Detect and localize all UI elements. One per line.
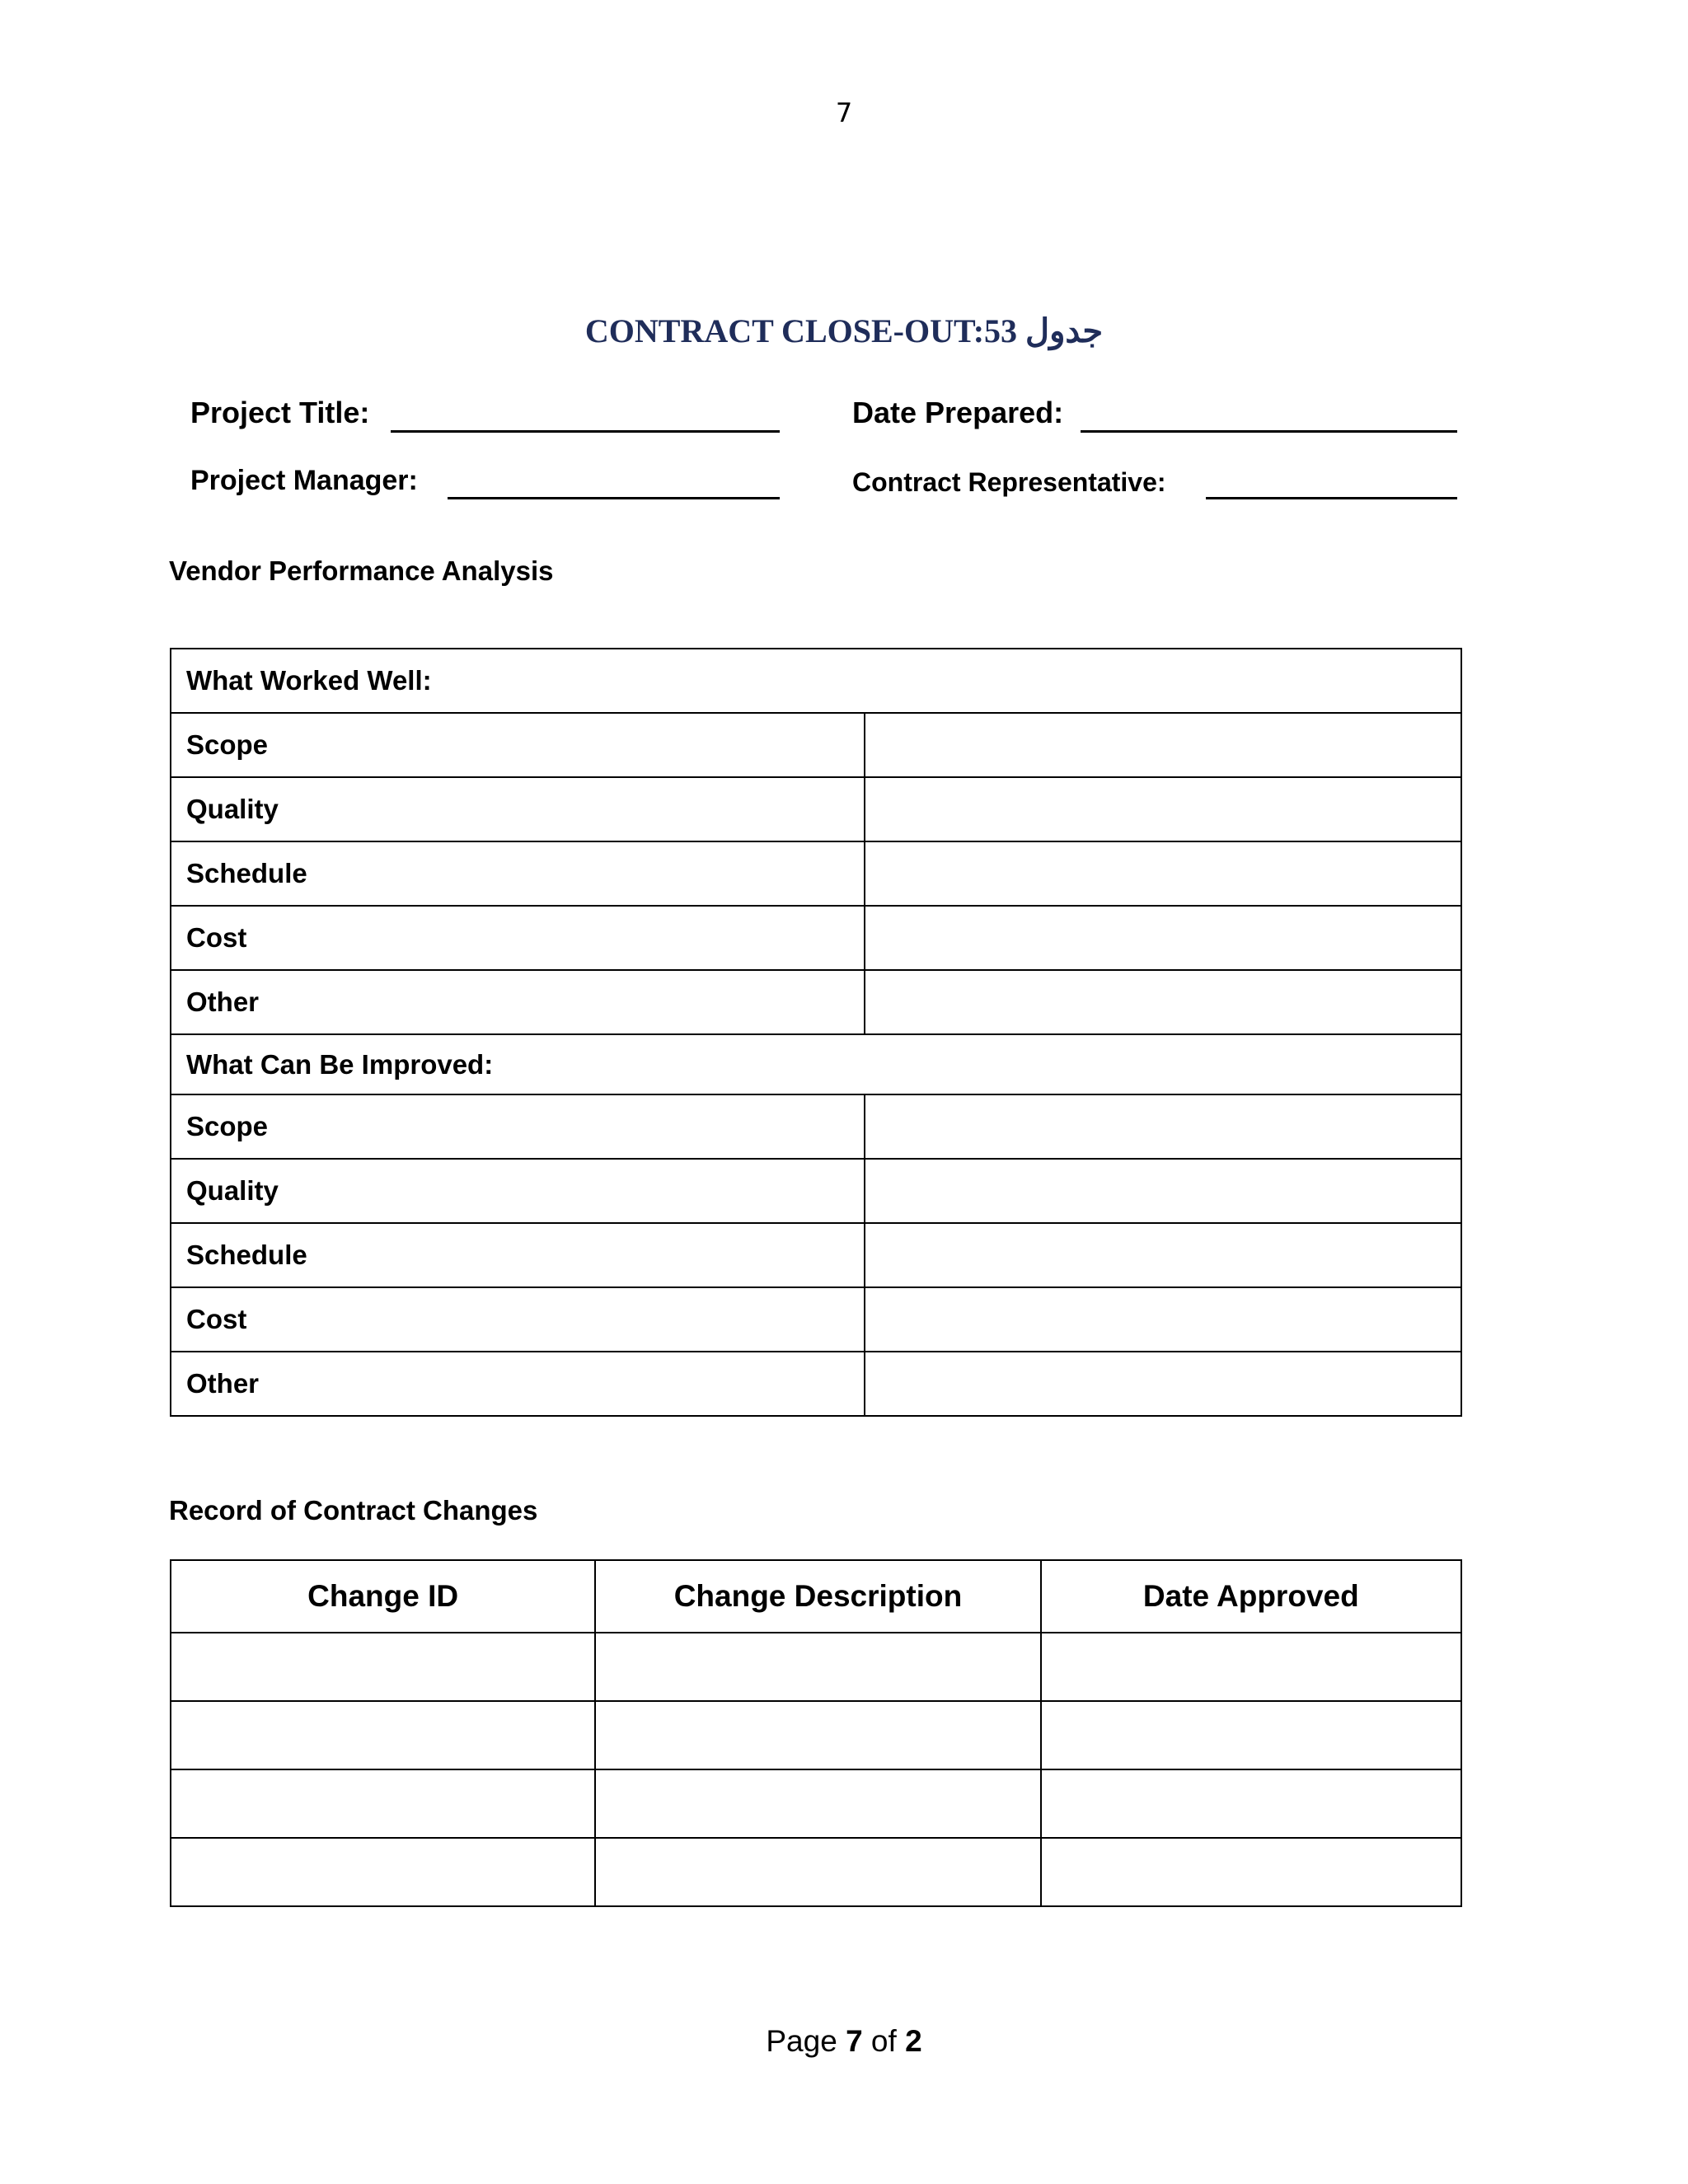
row-label: Quality: [171, 1159, 865, 1223]
table-row: [171, 1094, 1461, 1159]
table-row: [171, 1352, 1461, 1416]
project-title-label: Project Title:: [190, 396, 370, 429]
improved-quality-cell[interactable]: [865, 1159, 1461, 1223]
page-number-top: 7: [835, 97, 853, 129]
table-header-row: [171, 1560, 1461, 1633]
row-label: Cost: [171, 906, 865, 970]
row-label: Cost: [171, 1287, 865, 1352]
vendor-performance-table: [170, 648, 1462, 1417]
row-label: Quality: [171, 777, 865, 841]
row-label: Scope: [171, 1094, 865, 1159]
table-row: [171, 777, 1461, 841]
project-title-field[interactable]: [391, 430, 780, 433]
contract-changes-table: [170, 1559, 1462, 1907]
page-footer: [0, 2024, 1688, 2059]
worked-well-cost-cell[interactable]: [865, 906, 1461, 970]
table-row: [171, 1701, 1461, 1769]
improved-other-cell[interactable]: [865, 1352, 1461, 1416]
change-description-cell[interactable]: [595, 1838, 1040, 1906]
improved-cost-cell[interactable]: [865, 1287, 1461, 1352]
change-description-cell[interactable]: [595, 1769, 1040, 1838]
date-approved-cell[interactable]: [1041, 1701, 1461, 1769]
table-row: [171, 906, 1461, 970]
date-approved-cell[interactable]: [1041, 1633, 1461, 1701]
change-id-cell[interactable]: [171, 1769, 595, 1838]
date-prepared-label: Date Prepared:: [852, 396, 1064, 429]
contract-changes-heading: Record of Contract Changes: [169, 1495, 538, 1526]
table-row: [171, 841, 1461, 906]
worked-well-scope-cell[interactable]: [865, 713, 1461, 777]
table-row: [171, 1633, 1461, 1701]
improved-schedule-cell[interactable]: [865, 1223, 1461, 1287]
row-label: Other: [171, 1352, 865, 1416]
table-row: [171, 970, 1461, 1034]
row-label: Schedule: [171, 1223, 865, 1287]
worked-well-quality-cell[interactable]: [865, 777, 1461, 841]
table-row: [171, 649, 1461, 713]
date-prepared-field[interactable]: [1081, 430, 1457, 433]
row-label: Other: [171, 970, 865, 1034]
change-description-cell[interactable]: [595, 1701, 1040, 1769]
contract-representative-field[interactable]: [1206, 497, 1457, 499]
column-header-change-id: Change ID: [171, 1560, 595, 1633]
project-manager-field[interactable]: [448, 497, 780, 499]
date-approved-cell[interactable]: [1041, 1769, 1461, 1838]
change-id-cell[interactable]: [171, 1633, 595, 1701]
change-id-cell[interactable]: [171, 1838, 595, 1906]
worked-well-schedule-cell[interactable]: [865, 841, 1461, 906]
document-title: CONTRACT CLOSE-OUT:53 جدول: [584, 312, 1104, 349]
row-label: Scope: [171, 713, 865, 777]
vendor-performance-heading: Vendor Performance Analysis: [169, 555, 554, 586]
project-manager-label: Project Manager:: [190, 465, 418, 496]
table-row: [171, 1287, 1461, 1352]
worked-well-other-cell[interactable]: [865, 970, 1461, 1034]
table-row: [171, 1223, 1461, 1287]
footer-page-word: Page: [766, 2024, 837, 2058]
footer-total-pages: 2: [905, 2024, 922, 2058]
change-id-cell[interactable]: [171, 1701, 595, 1769]
contract-representative-label: Contract Representative:: [852, 467, 1166, 497]
improved-scope-cell[interactable]: [865, 1094, 1461, 1159]
change-description-cell[interactable]: [595, 1633, 1040, 1701]
table-row: [171, 1838, 1461, 1906]
footer-current-page: 7: [846, 2024, 863, 2058]
column-header-date-approved: Date Approved: [1041, 1560, 1461, 1633]
worked-well-label: What Worked Well:: [171, 649, 1461, 713]
improved-label: What Can Be Improved:: [171, 1034, 1461, 1094]
table-row: [171, 1034, 1461, 1094]
date-approved-cell[interactable]: [1041, 1838, 1461, 1906]
table-row: [171, 1769, 1461, 1838]
row-label: Schedule: [171, 841, 865, 906]
footer-of-word: of: [870, 2024, 897, 2058]
column-header-change-description: Change Description: [595, 1560, 1040, 1633]
table-row: [171, 713, 1461, 777]
table-row: [171, 1159, 1461, 1223]
